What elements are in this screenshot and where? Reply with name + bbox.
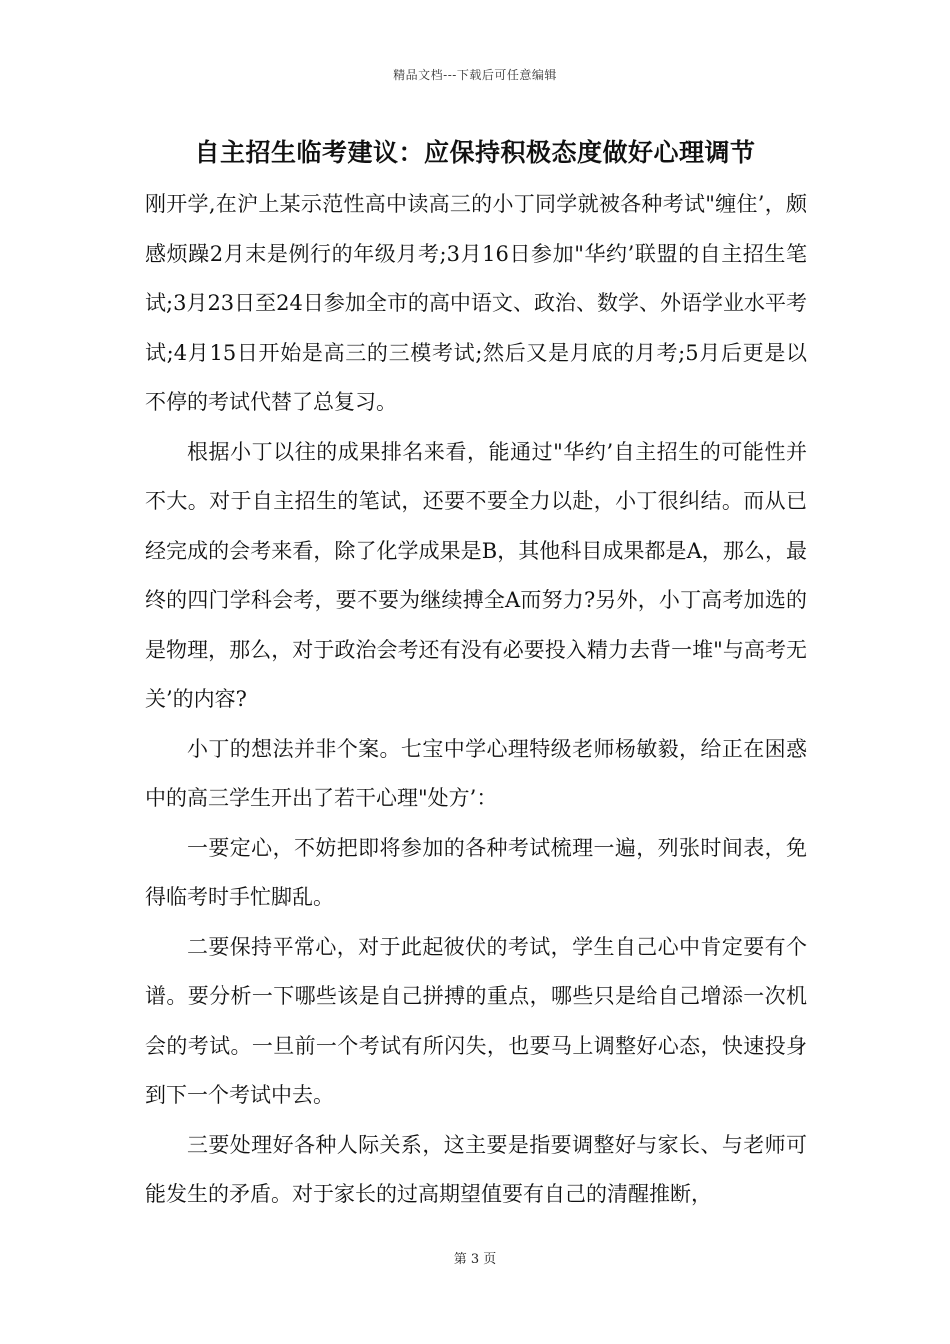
page-number: 第 3 页 [453, 1252, 497, 1267]
paragraph-4: 一要定心，不妨把即将参加的各种考试梳理一遍，列张时间表，免得临考时手忙脚乱。 [145, 835, 807, 909]
page-header: 精品文档---下载后可任意编辑 [393, 68, 557, 82]
paragraph-5: 二要保持平常心，对于此起彼伏的考试，学生自己心中肯定要有个谱。要分析一下哪些该是自己拼搏的重点，哪些只是给自己增添一次机会的考试。一旦前一个考试有所闪失，也要马上调整好心态，快速投身到下一个考试中去。 [145, 934, 807, 1107]
document-body [145, 180, 807, 1220]
paragraph-6: 三要处理好各种人际关系，这主要是指要调整好与家长、与老师可能发生的矛盾。对于家长的过高期望值要有自己的清醒推断， [145, 1132, 807, 1206]
paragraph-2: 根据小丁以往的成果排名来看，能通过"华约’自主招生的可能性并不大。对于自主招生的笔试，还要不要全力以赴，小丁很纠结。而从已经完成的会考来看，除了化学成果是B，其他科目成果都是A，那么，最终的四门学科会考，要不要为继续搏全A而努力?另外，小丁高考加选的是物理，那么，对于政治会考还有没有必要投入精力去背一堆"与高考无关’的内容? [145, 439, 807, 711]
document-title: 自主招生临考建议：应保持积极态度做好心理调节 [194, 138, 756, 167]
paragraph-3: 小丁的想法并非个案。七宝中学心理特级老师杨敏毅，给正在困惑中的高三学生开出了若干心理"处方’： [145, 736, 807, 810]
paragraph-1: 刚开学,在沪上某示范性高中读高三的小丁同学就被各种考试"缠住’，颇感烦躁2月末是例行的年级月考;3月16日参加"华约’联盟的自主招生笔试;3月23日至24日参加全市的高中语文、政治、数学、外语学业水平考试;4月15日开始是高三的三模考试;然后又是月底的月考;5月后更是以不停的考试代替了总复习。 [145, 192, 807, 414]
